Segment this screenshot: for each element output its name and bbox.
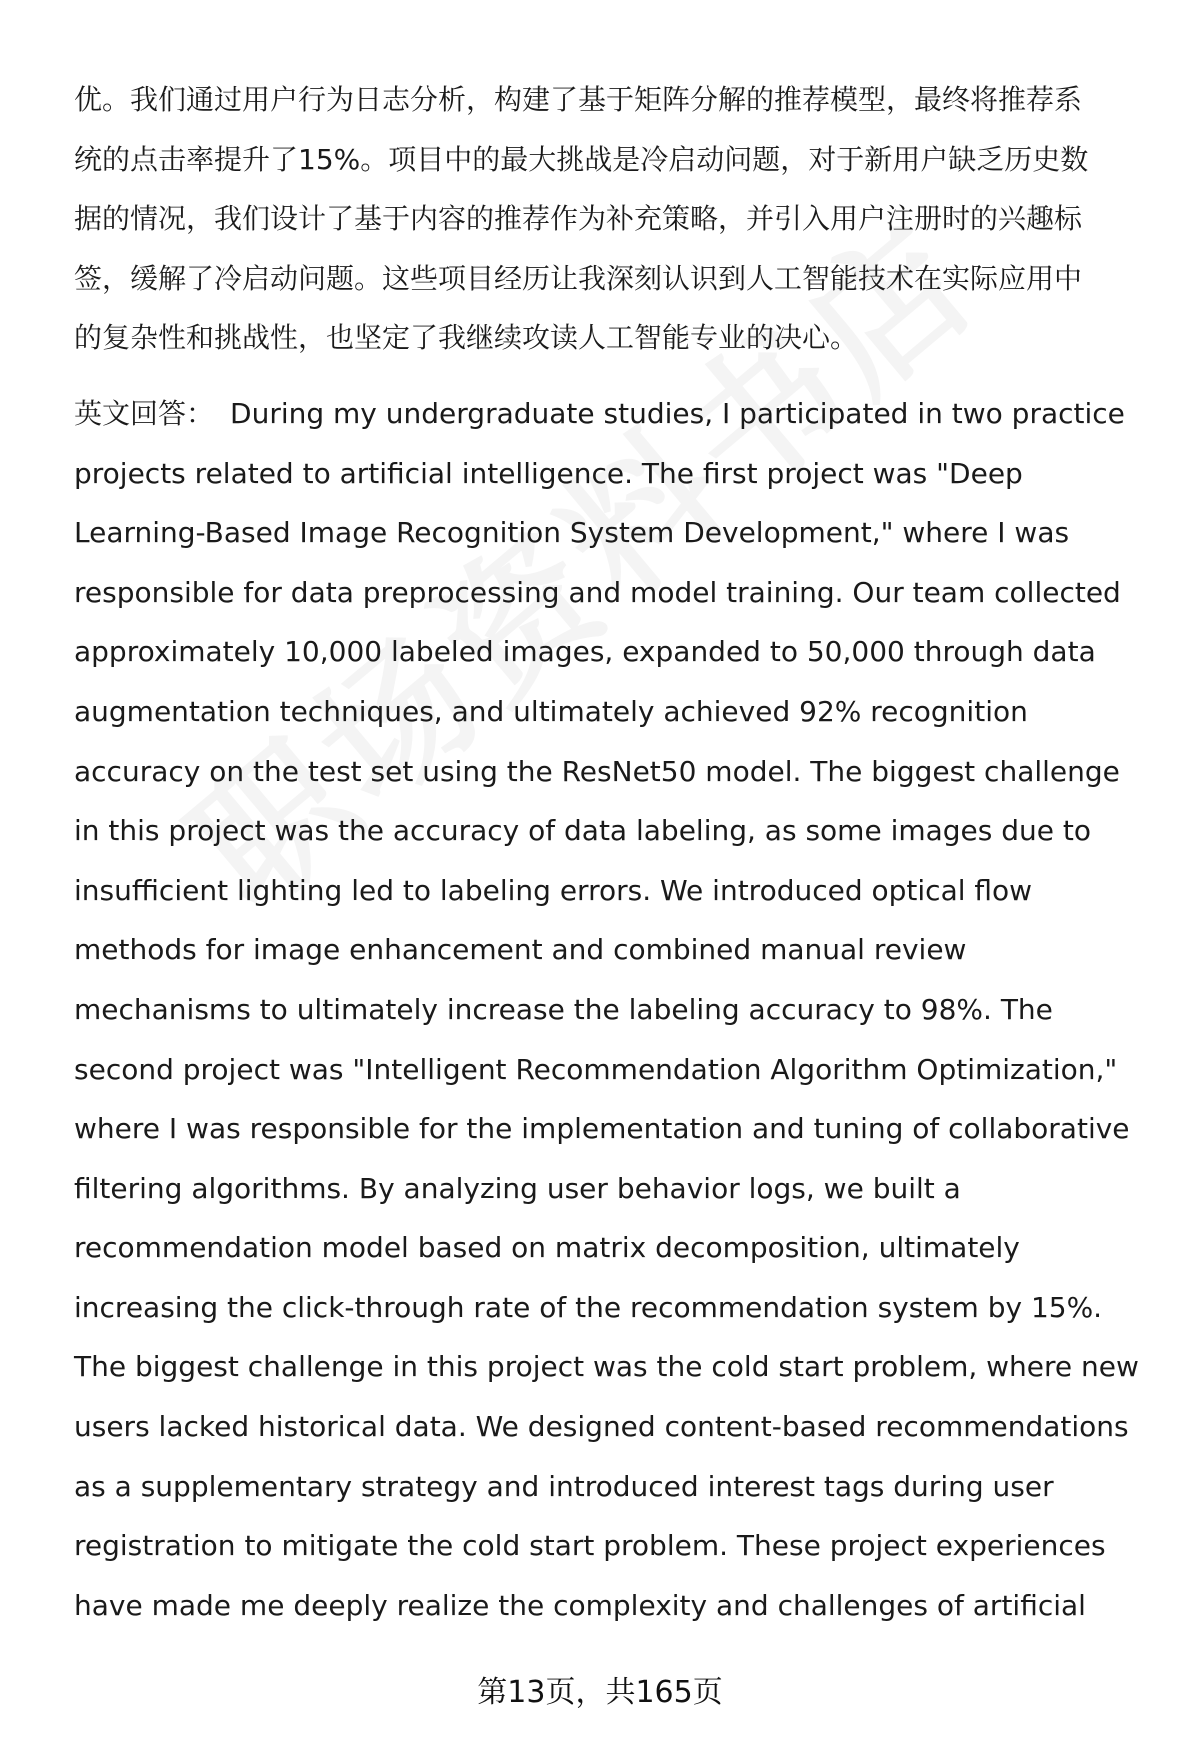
text-line: 的复杂性和挑战性，也坚定了我继续攻读人工智能专业的决心。: [74, 321, 859, 355]
english-answer-label: 英文回答：: [74, 396, 215, 430]
text-line: [74, 384, 1154, 444]
text-line: Learning-Based Image Recognition System Development," where I was: [74, 516, 1070, 550]
text-line: 签，缓解了冷启动问题。这些项目经历让我深刻认识到人工智能技术在实际应用中: [74, 261, 1083, 295]
text-line: projects related to artificial intelligence. The first project was "Deep: [74, 456, 1023, 490]
text-line: responsible for data preprocessing and model training. Our team collected: [74, 575, 1121, 609]
text-line: methods for image enhancement and combined manual review: [74, 933, 967, 967]
text-line-content: During my undergraduate studies, I participated in two practice: [230, 396, 1125, 430]
page-number-footer: 第13页，共165页: [477, 1675, 723, 1710]
text-line: increasing the click-through rate of the recommendation system by 15%.: [74, 1290, 1103, 1324]
english-answer-paragraph: [74, 384, 1154, 1635]
text-line: second project was "Intelligent Recommendation Algorithm Optimization,": [74, 1052, 1118, 1086]
text-line: recommendation model based on matrix decomposition, ultimately: [74, 1231, 1020, 1265]
text-line: accuracy on the test set using the ResNet50 model. The biggest challenge: [74, 754, 1120, 788]
text-line: users lacked historical data. We designed content-based recommendations: [74, 1410, 1129, 1444]
chinese-paragraph: [74, 70, 1154, 368]
text-line: filtering algorithms. By analyzing user behavior logs, we built a: [74, 1171, 961, 1205]
page-content: [74, 70, 1154, 1635]
text-line: as a supplementary strategy and introduced interest tags during user: [74, 1469, 1054, 1503]
text-line: 优。我们通过用户行为日志分析，构建了基于矩阵分解的推荐模型，最终将推荐系: [74, 83, 1083, 116]
text-line: 统的点击率提升了15%。项目中的最大挑战是冷启动问题，对于新用户缺乏历史数: [74, 142, 1089, 176]
text-line: insufficient lighting led to labeling errors. We introduced optical flow: [74, 873, 1033, 907]
text-line: augmentation techniques, and ultimately achieved 92% recognition: [74, 694, 1028, 728]
text-line: The biggest challenge in this project was the cold start problem, where new: [74, 1350, 1139, 1384]
text-line: have made me deeply realize the complexity and challenges of artificial: [74, 1588, 1086, 1622]
text-line: where I was responsible for the implementation and tuning of collaborative: [74, 1112, 1130, 1146]
text-line: approximately 10,000 labeled images, expanded to 50,000 through data: [74, 635, 1096, 669]
text-line: registration to mitigate the cold start problem. These project experiences: [74, 1529, 1106, 1563]
text-line: 据的情况，我们设计了基于内容的推荐作为补充策略，并引入用户注册时的兴趣标: [74, 202, 1083, 236]
text-line: in this project was the accuracy of data labeling, as some images due to: [74, 814, 1092, 848]
text-line: mechanisms to ultimately increase the labeling accuracy to 98%. The: [74, 992, 1053, 1026]
